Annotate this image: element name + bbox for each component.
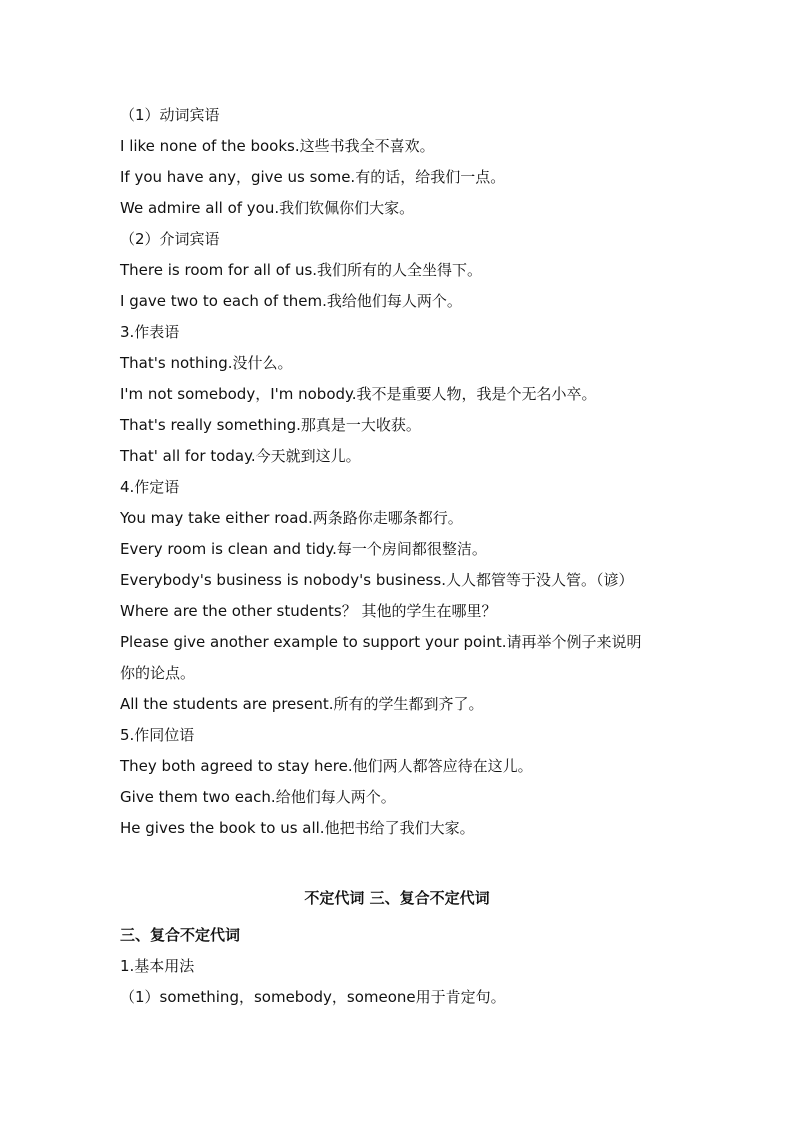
example-sentence: You may take either road.两条路你走哪条都行。 <box>120 509 463 527</box>
usage-rule: （1）something，somebody，someone用于肯定句。 <box>120 988 506 1006</box>
example-sentence: That's nothing.没什么。 <box>120 354 293 372</box>
example-sentence: I gave two to each of them.我给他们每人两个。 <box>120 292 462 310</box>
subheading-basic-usage: 1.基本用法 <box>120 957 195 975</box>
example-sentence: That's really something.那真是一大收获。 <box>120 416 421 434</box>
example-sentence: I like none of the books.这些书我全不喜欢。 <box>120 137 435 155</box>
subheading-attributive: 4.作定语 <box>120 478 180 496</box>
example-sentence: All the students are present.所有的学生都到齐了。 <box>120 695 484 713</box>
example-sentence-continuation: 你的论点。 <box>120 664 196 682</box>
example-sentence: He gives the book to us all.他把书给了我们大家。 <box>120 819 475 837</box>
section-heading: 三、复合不定代词 <box>120 926 241 944</box>
example-sentence: That' all for today.今天就到这儿。 <box>120 447 361 465</box>
compound-pronouns-section <box>120 920 680 1013</box>
subheading-verb-object: （1）动词宾语 <box>120 106 220 124</box>
example-sentence: Please give another example to support your point.请再举个例子来说明 <box>120 633 642 651</box>
section-title: 不定代词 三、复合不定代词 <box>304 889 490 907</box>
subheading-predicative: 3.作表语 <box>120 323 180 341</box>
usage-examples-section <box>120 100 680 844</box>
example-sentence: Everybody's business is nobody's business.人人都管等于没人管。（谚） <box>120 571 634 589</box>
example-sentence: We admire all of you.我们钦佩你们大家。 <box>120 199 415 217</box>
example-sentence: Give them two each.给他们每人两个。 <box>120 788 396 806</box>
subheading-appositive: 5.作同位语 <box>120 726 195 744</box>
example-sentence: I'm not somebody，I'm nobody.我不是重要人物，我是个无名小卒。 <box>120 385 597 403</box>
example-sentence: If you have any，give us some.有的话，给我们一点。 <box>120 168 506 186</box>
example-sentence: Where are the other students？ 其他的学生在哪里？ <box>120 602 497 620</box>
example-sentence: They both agreed to stay here.他们两人都答应待在这儿。 <box>120 757 533 775</box>
example-sentence: There is room for all of us.我们所有的人全坐得下。 <box>120 261 483 279</box>
example-sentence: Every room is clean and tidy.每一个房间都很整洁。 <box>120 540 487 558</box>
subheading-preposition-object: （2）介词宾语 <box>120 230 220 248</box>
